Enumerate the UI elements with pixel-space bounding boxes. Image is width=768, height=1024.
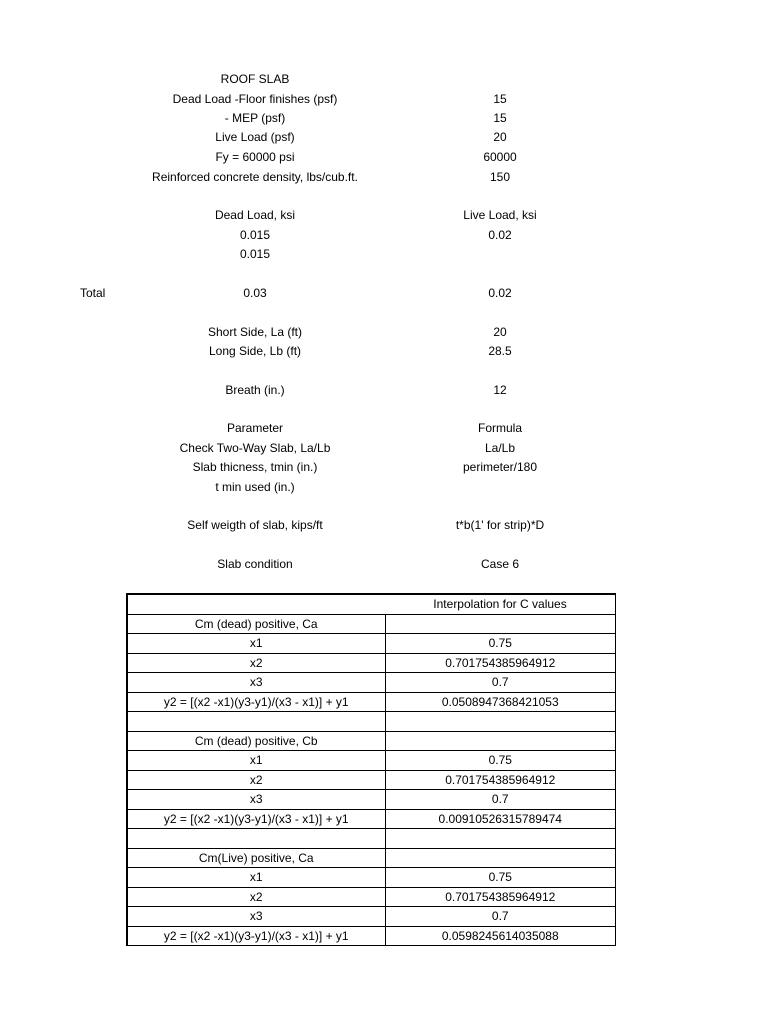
table-spacer-row: [127, 712, 616, 732]
x3-value: 0.7: [385, 790, 616, 810]
table-row: [127, 868, 616, 888]
table-row: [127, 907, 616, 927]
long-side-value: 28.5: [488, 344, 512, 358]
block-name: Cm(Live) positive, Ca: [127, 848, 385, 868]
table-cell-empty: [385, 712, 616, 732]
table-row: [127, 809, 616, 829]
table-cell-empty: [127, 712, 385, 732]
x3-value: 0.7: [385, 907, 616, 927]
breath-value: 12: [493, 383, 507, 397]
x3-label: x3: [127, 907, 385, 927]
x3-value: 0.7: [385, 673, 616, 693]
table-row: [127, 751, 616, 771]
table-row: [127, 731, 616, 751]
total-label: Total: [80, 286, 106, 300]
mep-label: - MEP (psf): [224, 111, 286, 125]
parameter-header: Parameter: [226, 421, 284, 435]
x2-value: 0.701754385964912: [385, 653, 616, 673]
live-load-value: 20: [493, 130, 507, 144]
y2-value: 0.0508947368421053: [385, 692, 616, 712]
table-row: [127, 790, 616, 810]
x2-label: x2: [127, 770, 385, 790]
long-side-label: Long Side, Lb (ft): [208, 344, 302, 358]
live-load-value-1: 0.02: [488, 228, 512, 242]
table-row: [127, 692, 616, 712]
table-row: [127, 926, 616, 946]
x1-label: x1: [127, 868, 385, 888]
x1-value: 0.75: [385, 868, 616, 888]
x1-value: 0.75: [385, 634, 616, 654]
table-spacer-row: [127, 829, 616, 849]
table-cell-empty: [127, 829, 385, 849]
table-cell-empty: [385, 848, 616, 868]
table-row: [127, 653, 616, 673]
table-row: [127, 634, 616, 654]
self-weight-formula: t*b(1' for strip)*D: [455, 518, 545, 532]
y2-value: 0.00910526315789474: [385, 809, 616, 829]
interpolation-title: Interpolation for C values: [385, 594, 616, 614]
live-load-header: Live Load, ksi: [463, 208, 537, 222]
fy-value: 60000: [483, 150, 517, 164]
slab-condition-label: Slab condition: [217, 557, 293, 571]
tmin-used-label: t min used (in.): [215, 480, 295, 494]
fy-label: Fy = 60000 psi: [215, 150, 295, 164]
table-row: [127, 614, 616, 634]
floor-finishes-value: 15: [493, 92, 507, 106]
total-dead-value: 0.03: [243, 286, 267, 300]
self-weight-label: Self weigth of slab, kips/ft: [187, 518, 323, 532]
live-load-label: Live Load (psf): [215, 130, 295, 144]
x1-label: x1: [127, 634, 385, 654]
concrete-density-label: Reinforced concrete density, lbs/cub.ft.: [152, 170, 358, 184]
total-live-value: 0.02: [488, 286, 512, 300]
short-side-label: Short Side, La (ft): [207, 325, 303, 339]
dead-load-value-1: 0.015: [239, 228, 271, 242]
breath-label: Breath (in.): [225, 383, 285, 397]
table-header-blank: [127, 594, 385, 614]
table-cell-empty: [385, 731, 616, 751]
block-name: Cm (dead) positive, Ca: [127, 614, 385, 634]
y2-formula: y2 = [(x2 -x1)(y3-y1)/(x3 - x1)] + y1: [127, 809, 385, 829]
y2-formula: y2 = [(x2 -x1)(y3-y1)/(x3 - x1)] + y1: [127, 692, 385, 712]
section-title: ROOF SLAB: [220, 72, 290, 86]
slab-thickness-label: Slab thicness, tmin (in.): [192, 460, 318, 474]
dead-load-value-2: 0.015: [239, 247, 271, 261]
table-row: [127, 848, 616, 868]
mep-value: 15: [493, 111, 507, 125]
x2-label: x2: [127, 887, 385, 907]
table-row: [127, 673, 616, 693]
x2-value: 0.701754385964912: [385, 770, 616, 790]
x3-label: x3: [127, 790, 385, 810]
dead-load-header: Dead Load, ksi: [214, 208, 296, 222]
table-cell-empty: [385, 829, 616, 849]
floor-finishes-label: Dead Load -Floor finishes (psf): [172, 92, 338, 106]
y2-formula: y2 = [(x2 -x1)(y3-y1)/(x3 - x1)] + y1: [127, 926, 385, 946]
interpolation-table: [126, 593, 616, 946]
slab-condition-value: Case 6: [480, 557, 520, 571]
x2-value: 0.701754385964912: [385, 887, 616, 907]
short-side-value: 20: [493, 325, 507, 339]
table-header-row: [127, 594, 616, 614]
formula-header: Formula: [477, 421, 522, 435]
two-way-check-label: Check Two-Way Slab, La/Lb: [179, 441, 331, 455]
two-way-check-formula: La/Lb: [484, 441, 516, 455]
x1-label: x1: [127, 751, 385, 771]
table-row: [127, 887, 616, 907]
slab-thickness-formula: perimeter/180: [462, 460, 538, 474]
y2-value: 0.0598245614035088: [385, 926, 616, 946]
concrete-density-value: 150: [489, 170, 511, 184]
table-row: [127, 770, 616, 790]
x1-value: 0.75: [385, 751, 616, 771]
block-name: Cm (dead) positive, Cb: [127, 731, 385, 751]
x2-label: x2: [127, 653, 385, 673]
table-cell-empty: [385, 614, 616, 634]
x3-label: x3: [127, 673, 385, 693]
